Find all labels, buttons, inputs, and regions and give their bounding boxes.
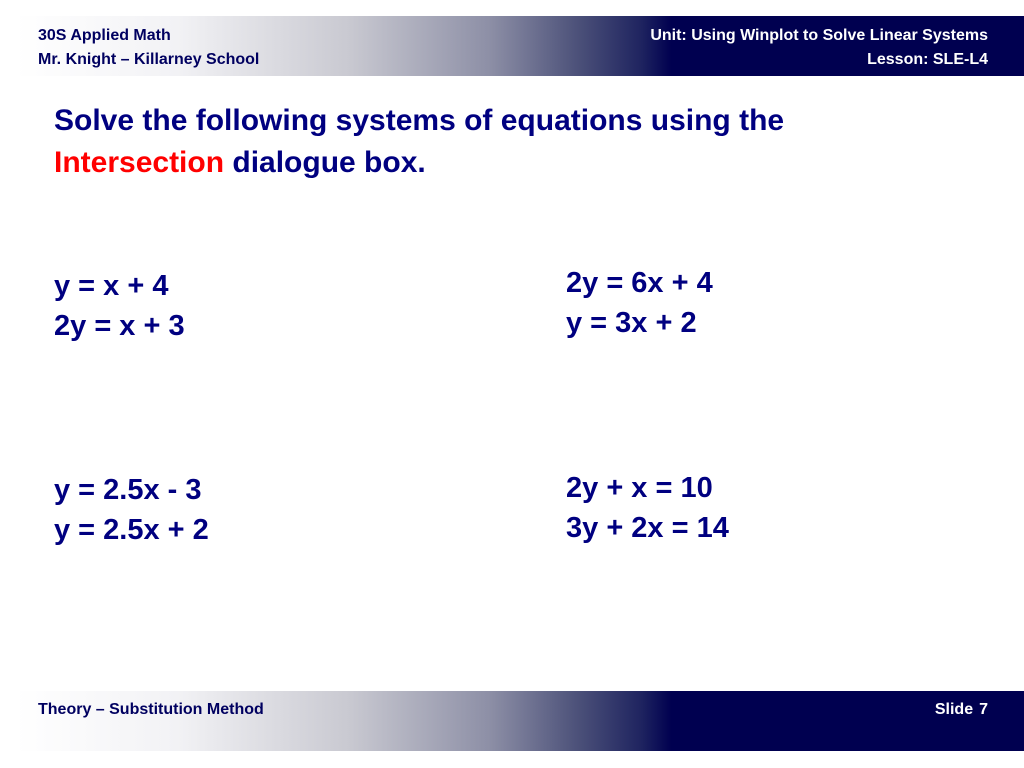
system-4-equation-2: 3y + 2x = 14 xyxy=(566,512,729,544)
slide-label: Slide xyxy=(934,701,974,718)
slide-title xyxy=(54,100,954,184)
unit-title: Unit: Using Winplot to Solve Linear Systems xyxy=(650,27,988,44)
system-1-equation-2: 2y = x + 3 xyxy=(54,310,185,342)
header-left xyxy=(38,24,259,72)
system-3-equation-2: y = 2.5x + 2 xyxy=(54,514,209,546)
title-rest: dialogue box. xyxy=(224,146,426,179)
title-line1: Solve the following systems of equations using the xyxy=(54,104,785,137)
system-3 xyxy=(54,470,209,550)
system-4 xyxy=(566,468,729,548)
title-highlight: Intersection xyxy=(54,146,225,179)
system-4-equation-1: 2y + x = 10 xyxy=(566,472,713,504)
system-1 xyxy=(54,266,185,346)
system-2-equation-1: 2y = 6x + 4 xyxy=(566,267,713,299)
system-1-equation-1: y = x + 4 xyxy=(54,270,169,302)
system-2 xyxy=(566,263,713,343)
header-right xyxy=(650,24,988,72)
course-name: 30S Applied Math xyxy=(38,27,171,44)
slide-counter xyxy=(935,698,988,722)
system-3-equation-1: y = 2.5x - 3 xyxy=(54,474,202,506)
lesson-code: Lesson: SLE-L4 xyxy=(867,51,988,68)
teacher-name: Mr. Knight – Killarney School xyxy=(38,51,260,68)
system-2-equation-2: y = 3x + 2 xyxy=(566,307,697,339)
footer-topic: Theory – Substitution Method xyxy=(38,701,264,718)
slide-number: 7 xyxy=(979,701,988,718)
